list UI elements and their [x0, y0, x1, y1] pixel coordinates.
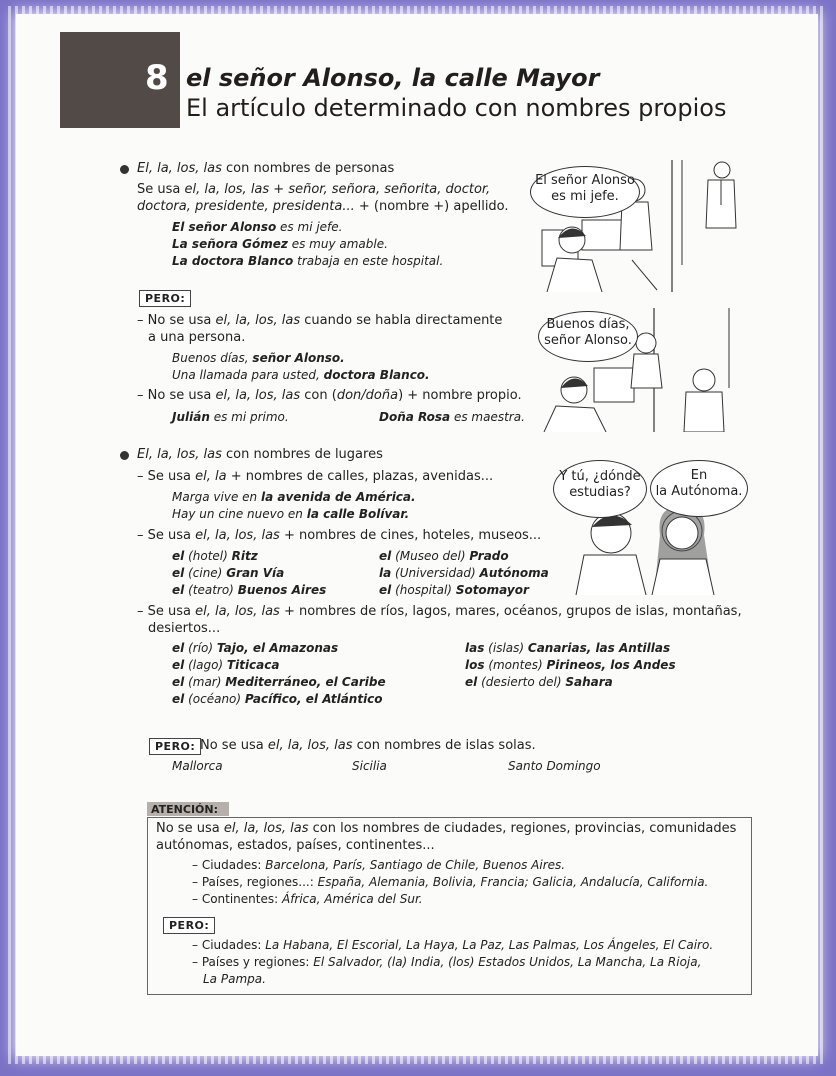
item-key: – Países, regiones...: [192, 875, 318, 889]
speech-bubble [553, 460, 647, 518]
rule-italic: doctora, presidente, presidenta... [137, 199, 355, 214]
bubble-text: Buenos días, [546, 317, 630, 332]
ex-article: el [172, 583, 185, 597]
example [172, 489, 416, 506]
example [172, 506, 409, 523]
example-text: Buenos días, [172, 351, 253, 365]
pero-label: PERO: [163, 917, 215, 934]
rule-text: con ( [300, 388, 337, 403]
ex-paren: (cine) [184, 566, 227, 580]
ex-name: Ritz [231, 549, 258, 563]
example [172, 691, 383, 708]
example [172, 657, 279, 674]
ex-paren: (Museo del) [391, 549, 470, 563]
ex-article: los [465, 658, 485, 672]
bubble-text: señor Alonso. [544, 333, 632, 348]
rule-italic: el, la, los, las [215, 313, 301, 328]
heading-italic: El, la, los, las [137, 447, 222, 462]
ex-paren: (teatro) [184, 583, 238, 597]
example [172, 548, 258, 565]
rule-line [137, 527, 541, 544]
ex-article: el [172, 549, 185, 563]
rule-text: con nombres de islas solas. [352, 738, 536, 753]
rule-text: – Se usa [137, 528, 196, 543]
rule-text: ) + nombre propio. [398, 388, 522, 403]
ex-article: el [172, 692, 185, 706]
page-title-line1: el señor Alonso, la calle Mayor [186, 64, 600, 92]
item-value: África, América del Sur. [281, 892, 423, 906]
ex-article: el [172, 658, 185, 672]
rule-line: a una persona. [148, 330, 246, 345]
example [172, 253, 443, 270]
example [172, 367, 430, 384]
example [379, 582, 529, 599]
rule-text: + nombres de cines, hoteles, museos... [279, 528, 542, 543]
item-key: – Países y regiones: [192, 955, 314, 969]
heading-italic: El, la, los, las [137, 161, 222, 176]
example-text: es mi primo. [209, 410, 289, 424]
section2-heading [137, 446, 383, 463]
ex-article: el [172, 641, 185, 655]
rule-line [137, 603, 742, 620]
item-value: Barcelona, París, Santiago de Chile, Buenos Aires. [265, 858, 566, 872]
example-bold: la avenida de América. [260, 490, 416, 504]
example [172, 350, 345, 367]
ex-paren: (océano) [184, 692, 245, 706]
ex-name: Pirineos, los Andes [546, 658, 676, 672]
example [172, 409, 289, 426]
rule-text: – No se usa [137, 388, 216, 403]
example [172, 674, 386, 691]
item-value: La Habana, El Escorial, La Haya, La Paz, Las Palmas, Los Ángeles, El Cairo. [265, 938, 714, 952]
ex-name: Autónoma [479, 566, 549, 580]
rule-text: + (nombre +) apellido. [354, 199, 509, 214]
example-text: Una llamada para usted, [172, 368, 324, 382]
rule-italic: el, la, los, las [195, 528, 280, 543]
ex-name: Mediterráneo, el Caribe [225, 675, 386, 689]
item-key: – Ciudades: [192, 938, 266, 952]
heading-text: con nombres de personas [221, 161, 395, 176]
bubble-text: estudias? [569, 485, 631, 500]
ex-article: el [379, 549, 392, 563]
example [172, 582, 326, 599]
rule-text: cuando se habla directamente [300, 313, 503, 328]
example [172, 640, 338, 657]
ex-name: Tajo, el Amazonas [216, 641, 339, 655]
speech-bubble [538, 311, 638, 362]
item-value: España, Alemania, Bolivia, Francia; Galicia, Andalucía, California. [317, 875, 709, 889]
ex-paren: (islas) [484, 641, 528, 655]
example-text: es mi jefe. [276, 220, 343, 234]
example-bold: la calle Bolívar. [306, 507, 410, 521]
rule-text: No se usa [156, 821, 224, 836]
atencion-item [192, 857, 565, 874]
bubble-text: es mi jefe. [551, 189, 619, 204]
atencion-item [192, 954, 701, 971]
speech-bubble [650, 460, 748, 517]
example-bold: doctora Blanco. [323, 368, 430, 382]
atencion-line: autónomas, estados, países, continentes... [156, 838, 435, 853]
page-title-line2: El artículo determinado con nombres propios [186, 94, 727, 122]
ex-paren: (río) [184, 641, 217, 655]
bullet [120, 451, 129, 460]
bubble-text: Y tú, ¿dónde [559, 469, 641, 484]
example [172, 236, 388, 253]
item-key: – Ciudades: [192, 858, 266, 872]
rule-line: desiertos... [148, 621, 221, 636]
example-text: es muy amable. [287, 237, 388, 251]
heading-text: con nombres de lugares [221, 447, 383, 462]
example-text: Marga vive en [172, 490, 261, 504]
rule-line [137, 468, 493, 485]
ex-article: el [172, 675, 185, 689]
rule-line [137, 387, 522, 404]
ex-name: Canarias, las Antillas [527, 641, 671, 655]
example-bold: La doctora Blanco [172, 254, 294, 268]
example-bold: El señor Alonso [172, 220, 277, 234]
rule-text: No se usa [200, 738, 268, 753]
example-bold: señor Alonso. [252, 351, 345, 365]
ex-paren: (desierto del) [477, 675, 566, 689]
rule-text: – Se usa [137, 469, 196, 484]
ex-article: las [465, 641, 485, 655]
atencion-item [192, 874, 708, 891]
rule-line [137, 198, 509, 215]
rule-text: Se usa [137, 182, 185, 197]
rule-italic: el, la, los, las [215, 388, 301, 403]
example: Mallorca [172, 759, 223, 773]
rule-italic: el, la [195, 469, 227, 484]
ex-paren: (Universidad) [391, 566, 480, 580]
atencion-label: ATENCIÓN: [147, 802, 229, 816]
example [379, 548, 509, 565]
bubble-text: la Autónoma. [655, 484, 743, 499]
ex-name: Pacífico, el Atlántico [244, 692, 383, 706]
ex-paren: (montes) [484, 658, 547, 672]
bullet [120, 165, 129, 174]
section1-heading [137, 160, 394, 177]
atencion-item [192, 891, 423, 908]
item-value: El Salvador, (la) India, (los) Estados Unidos, La Mancha, La Rioja, [313, 955, 702, 969]
atencion-line [156, 820, 736, 837]
rule-italic: el, la, los, las + señor, señora, señorita, doctor, [184, 182, 491, 197]
ex-article: el [465, 675, 478, 689]
rule-text: – Se usa [137, 604, 196, 619]
rule-italic: don/doña [336, 388, 399, 403]
example-text: es maestra. [450, 410, 525, 424]
rule-line [200, 737, 536, 754]
example [465, 657, 676, 674]
ex-name: Titicaca [226, 658, 280, 672]
ex-name: Buenos Aires [237, 583, 327, 597]
rule-italic: el, la, los, las [223, 821, 309, 836]
example: Sicilia [352, 759, 387, 773]
example [465, 674, 613, 691]
example [379, 565, 549, 582]
pero-label: PERO: [139, 290, 191, 307]
ex-name: Gran Vía [226, 566, 285, 580]
rule-text: + nombres de calles, plazas, avenidas... [226, 469, 494, 484]
ex-paren: (hospital) [391, 583, 456, 597]
example [379, 409, 525, 426]
example-bold: Julián [172, 410, 210, 424]
example [172, 565, 284, 582]
rule-line [137, 312, 502, 329]
atencion-item [203, 971, 266, 988]
ex-name: Sotomayor [455, 583, 529, 597]
example [172, 219, 342, 236]
ex-name: Prado [469, 549, 509, 563]
example-text: Hay un cine nuevo en [172, 507, 307, 521]
chapter-number: 8 [145, 58, 169, 98]
rule-text: + nombres de ríos, lagos, mares, océanos, grupos de islas, montañas, [279, 604, 742, 619]
bubble-text: El señor Alonso [535, 173, 635, 188]
speech-bubble [530, 166, 640, 218]
ex-article: el [379, 583, 392, 597]
atencion-item [192, 937, 713, 954]
ex-name: Sahara [565, 675, 613, 689]
rule-italic: el, la, los, las [267, 738, 353, 753]
ex-article: la [379, 566, 392, 580]
example [465, 640, 670, 657]
ex-paren: (mar) [184, 675, 226, 689]
bubble-text: En [690, 468, 708, 483]
pero-label: PERO: [149, 738, 201, 755]
rule-italic: el, la, los, las [195, 604, 280, 619]
item-key: – Continentes: [192, 892, 282, 906]
example-bold: La señora Gómez [172, 237, 288, 251]
rule-text: con los nombres de ciudades, regiones, provincias, comunidades [308, 821, 737, 836]
ex-paren: (lago) [184, 658, 227, 672]
ex-paren: (hotel) [184, 549, 232, 563]
ex-article: el [172, 566, 185, 580]
item-value: La Pampa. [203, 972, 266, 986]
example-text: trabaja en este hospital. [293, 254, 444, 268]
example: Santo Domingo [508, 759, 601, 773]
rule-line [137, 181, 490, 198]
rule-text: – No se usa [137, 313, 216, 328]
example-bold: Doña Rosa [379, 410, 451, 424]
